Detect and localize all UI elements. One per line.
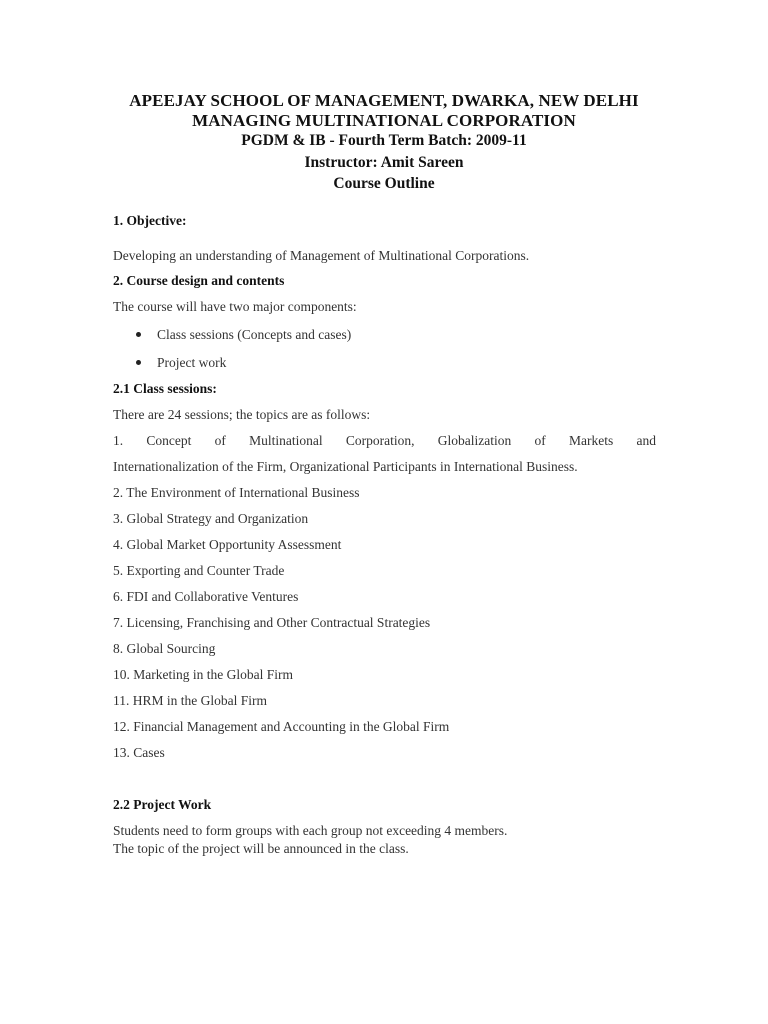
instructor-info: Instructor: Amit Sareen xyxy=(304,153,464,171)
bullet-dot-icon xyxy=(136,360,141,365)
topic-item: 7. Licensing, Franchising and Other Contractual Strategies xyxy=(113,615,431,630)
objective-text: Developing an understanding of Management of Multinational Corporations. xyxy=(113,248,530,263)
topic-item: 8. Global Sourcing xyxy=(113,641,216,656)
course-design-heading: 2. Course design and contents xyxy=(113,273,285,288)
topic-item: 13. Cases xyxy=(113,745,165,760)
topic-item: 11. HRM in the Global Firm xyxy=(113,693,267,708)
topic-item: 1. Concept of Multinational Corporation, Globalization of Markets and xyxy=(113,433,656,448)
topic-item: 2. The Environment of International Business xyxy=(113,485,360,500)
bullet-item xyxy=(136,355,226,371)
outline-title: Course Outline xyxy=(333,174,435,192)
topic-item: 4. Global Market Opportunity Assessment xyxy=(113,537,342,552)
topic-item: 6. FDI and Collaborative Ventures xyxy=(113,589,299,604)
topic-item: 5. Exporting and Counter Trade xyxy=(113,563,285,578)
class-sessions-heading: 2.1 Class sessions: xyxy=(113,381,217,396)
class-sessions-intro: There are 24 sessions; the topics are as follows: xyxy=(113,407,371,422)
batch-info: PGDM & IB - Fourth Term Batch: 2009-11 xyxy=(241,132,527,149)
course-design-intro: The course will have two major components: xyxy=(113,299,357,314)
bullet-item xyxy=(136,327,351,343)
project-work-text: The topic of the project will be announced in the class. xyxy=(113,841,409,856)
topic-item: 3. Global Strategy and Organization xyxy=(113,511,309,526)
bullet-text: Project work xyxy=(157,355,227,370)
topic-item: 10. Marketing in the Global Firm xyxy=(113,667,293,682)
topic-item-continued: Internationalization of the Firm, Organizational Participants in International Business. xyxy=(113,459,578,474)
document-header xyxy=(0,91,768,194)
project-work-heading: 2.2 Project Work xyxy=(113,797,212,812)
institution-title: APEEJAY SCHOOL OF MANAGEMENT, DWARKA, NEW DELHI xyxy=(129,91,639,110)
objective-heading: 1. Objective: xyxy=(113,213,187,228)
bullet-dot-icon xyxy=(136,332,141,337)
project-work-text: Students need to form groups with each group not exceeding 4 members. xyxy=(113,823,508,838)
course-title: MANAGING MULTINATIONAL CORPORATION xyxy=(192,111,576,130)
topic-item: 12. Financial Management and Accounting in the Global Firm xyxy=(113,719,450,734)
bullet-text: Class sessions (Concepts and cases) xyxy=(157,327,352,342)
